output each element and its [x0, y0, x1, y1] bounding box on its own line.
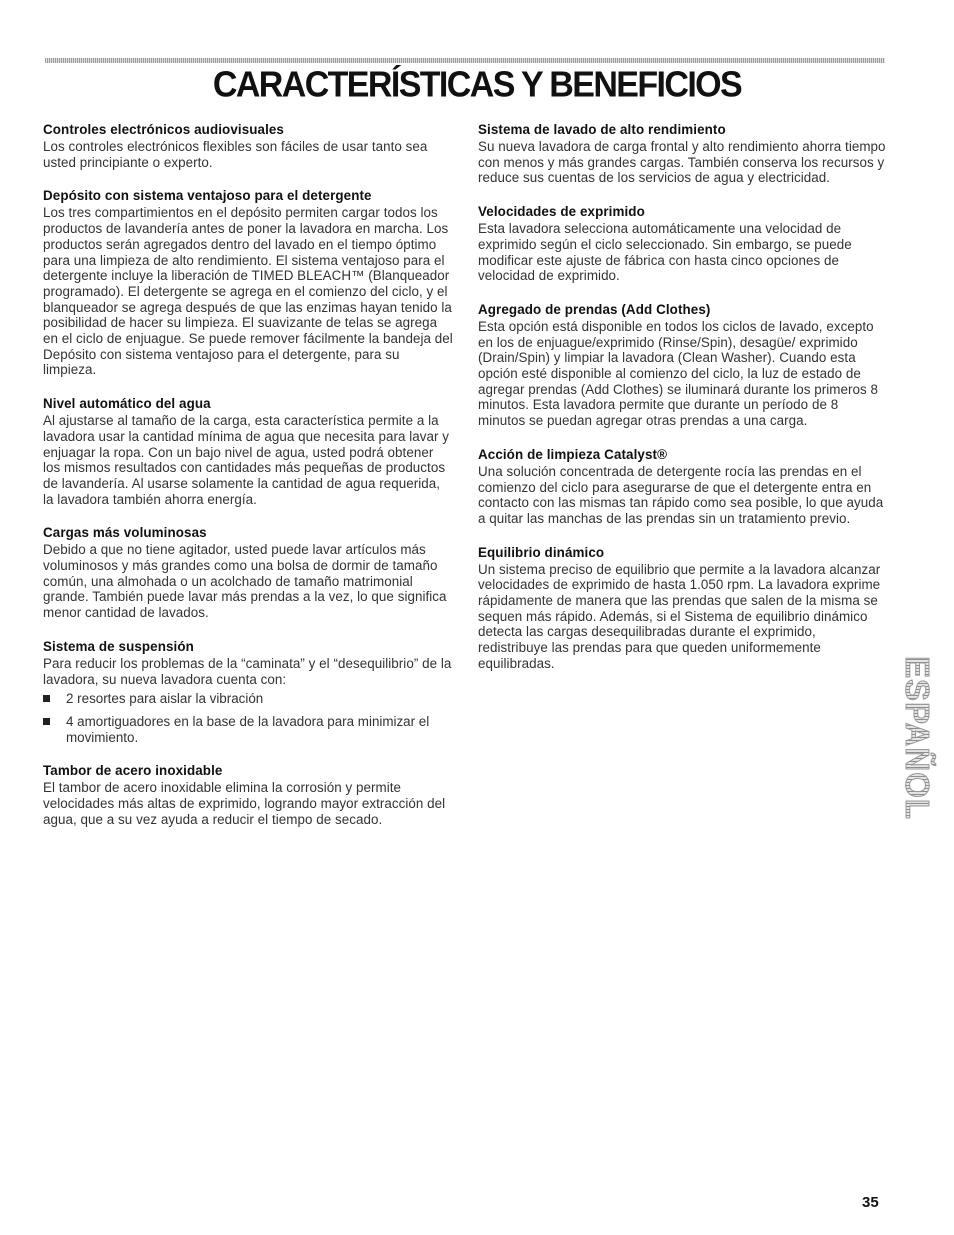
section-velocidades [478, 204, 888, 284]
section-cargas [43, 525, 453, 621]
right-column [478, 122, 888, 690]
section-body: Al ajustarse al tamaño de la carga, esta característica permite a la lavadora usar la cantidad mínima de agua que necesita para lavar y enjuagar la ropa. Con un bajo nivel de agua, usted podrá obtener los mismos resultados con cantidades más pequeñas de productos de lavandería. Al usarse solamente la cantidad de agua requerida, la lavadora también ahorra energía. [43, 413, 450, 507]
section-heading: Velocidades de exprimido [478, 204, 645, 220]
section-body: Debido a que no tiene agitador, usted puede lavar artículos más voluminosos y más grandes como una bolsa de dormir de tamaño común, una almohada o un acolchado de tamaño matrimonial grande. También puede lavar más prendas a la vez, lo que significa menor cantidad de lavados. [43, 542, 447, 621]
top-decorative-rule [45, 58, 885, 63]
section-controles [43, 122, 453, 170]
page-number: 35 [862, 1194, 879, 1211]
section-body: El tambor de acero inoxidable elimina la corrosión y permite velocidades más altas de exprimido, logrando mayor extracción del agua, que a su vez ayuda a reducir el tiempo de secado. [43, 780, 446, 827]
section-heading: Equilibrio dinámico [478, 544, 605, 560]
section-heading: Depósito con sistema ventajoso para el detergente [43, 188, 372, 204]
section-deposito [43, 188, 453, 378]
section-suspension [43, 639, 453, 746]
list-item [43, 691, 453, 707]
section-heading: Nivel automático del agua [43, 396, 211, 412]
section-body: Los tres compartimientos en el depósito permiten cargar todos los productos de lavandería antes de poner la lavadora en marcha. Los productos serán agregados dentro del lavado en el tiempo óptimo para una limpieza de alto rendimiento. El sistema ventajoso para el detergente incluye la liberación de TIMED BLEACH™ (Blanqueador programado). El detergente se agrega en el comienzo del ciclo, y el blanqueador se agrega después de que las enzimas hayan tenido la posibilidad de hacer su limpieza. El suavizante de telas se agrega en el ciclo de enjuague. Se puede remover fácilmente la bandeja del Depósito con sistema ventajoso para el detergente, para su limpieza. [43, 205, 453, 378]
section-nivel-agua [43, 396, 453, 507]
section-body: Los controles electrónicos flexibles son fáciles de usar tanto sea usted principiante o experto. [43, 139, 428, 170]
section-heading: Sistema de suspensión [43, 638, 194, 654]
section-body: Esta opción está disponible en todos los ciclos de lavado, excepto en los de enjuague/exprimido (Rinse/Spin), desagüe/ exprimido (Drain/Spin) y limpiar la lavadora (Clean Washer). Cuando esta opción esté disponible al comienzo del ciclo, la luz de estado de agregar prendas (Add Clothes) se iluminará durante los primeros 8 minutos. Esta lavadora permite que durante un período de 8 minutos se puedan agregar otras prendas a una carga. [478, 318, 878, 429]
bullet-list [43, 691, 453, 745]
bullet-square-icon [43, 695, 50, 702]
section-equilibrio [478, 545, 888, 672]
section-catalyst [478, 447, 888, 527]
section-body: Un sistema preciso de equilibrio que permite a la lavadora alcanzar velocidades de exprimido de hasta 1.050 rpm. La lavadora exprime rápidamente de manera que las prendas que salen de la misma se sequen más rápido. Además, si el Sistema de equilibrio dinámico detecta las cargas desequilibradas durante el exprimido, redistribuye las prendas para que queden uniformemente equilibradas. [478, 561, 881, 671]
section-body: Su nueva lavadora de carga frontal y alto rendimiento ahorra tiempo con menos y más grandes cargas. También conserva los recursos y reduce sus cuentas de los servicios de agua y electricidad. [478, 139, 886, 186]
section-heading: Controles electrónicos audiovisuales [43, 122, 284, 137]
language-side-label [899, 645, 936, 831]
section-heading: Agregado de prendas (Add Clothes) [478, 301, 711, 317]
bullet-square-icon [43, 718, 50, 725]
list-item-text: 2 resortes para aislar la vibración [66, 691, 264, 707]
section-body: Para reducir los problemas de la “caminata” y el “desequilibrio” de la lavadora, su nueva lavadora cuenta con: [43, 655, 452, 687]
section-heading: Tambor de acero inoxidable [43, 763, 223, 779]
section-heading: Cargas más voluminosas [43, 525, 207, 541]
section-alto-rendimiento [478, 122, 888, 186]
list-item [43, 714, 453, 745]
language-side-label-text: ESPAÑOL [899, 655, 936, 821]
left-column [43, 122, 453, 846]
page-title: CARACTERÍSTICAS Y BENEFICIOS [212, 65, 742, 105]
section-tambor [43, 763, 453, 827]
section-heading: Acción de limpieza Catalyst® [478, 446, 668, 462]
list-item-text: 4 amortiguadores en la base de la lavadora para minimizar el movimiento. [66, 713, 430, 745]
section-agregado-prendas [478, 302, 888, 429]
section-body: Esta lavadora selecciona automáticamente una velocidad de exprimido según el ciclo seleccionado. Sin embargo, se puede modificar este ajuste de fábrica con hasta cinco opciones de velocidad de exprimido. [478, 221, 852, 284]
section-heading: Sistema de lavado de alto rendimiento [478, 122, 726, 137]
section-body: Una solución concentrada de detergente rocía las prendas en el comienzo del ciclo para asegurarse de que el detergente entra en contacto con las mismas tan rápido como sea posible, lo que ayuda a quitar las manchas de las prendas sin un tratamiento previo. [478, 463, 884, 526]
